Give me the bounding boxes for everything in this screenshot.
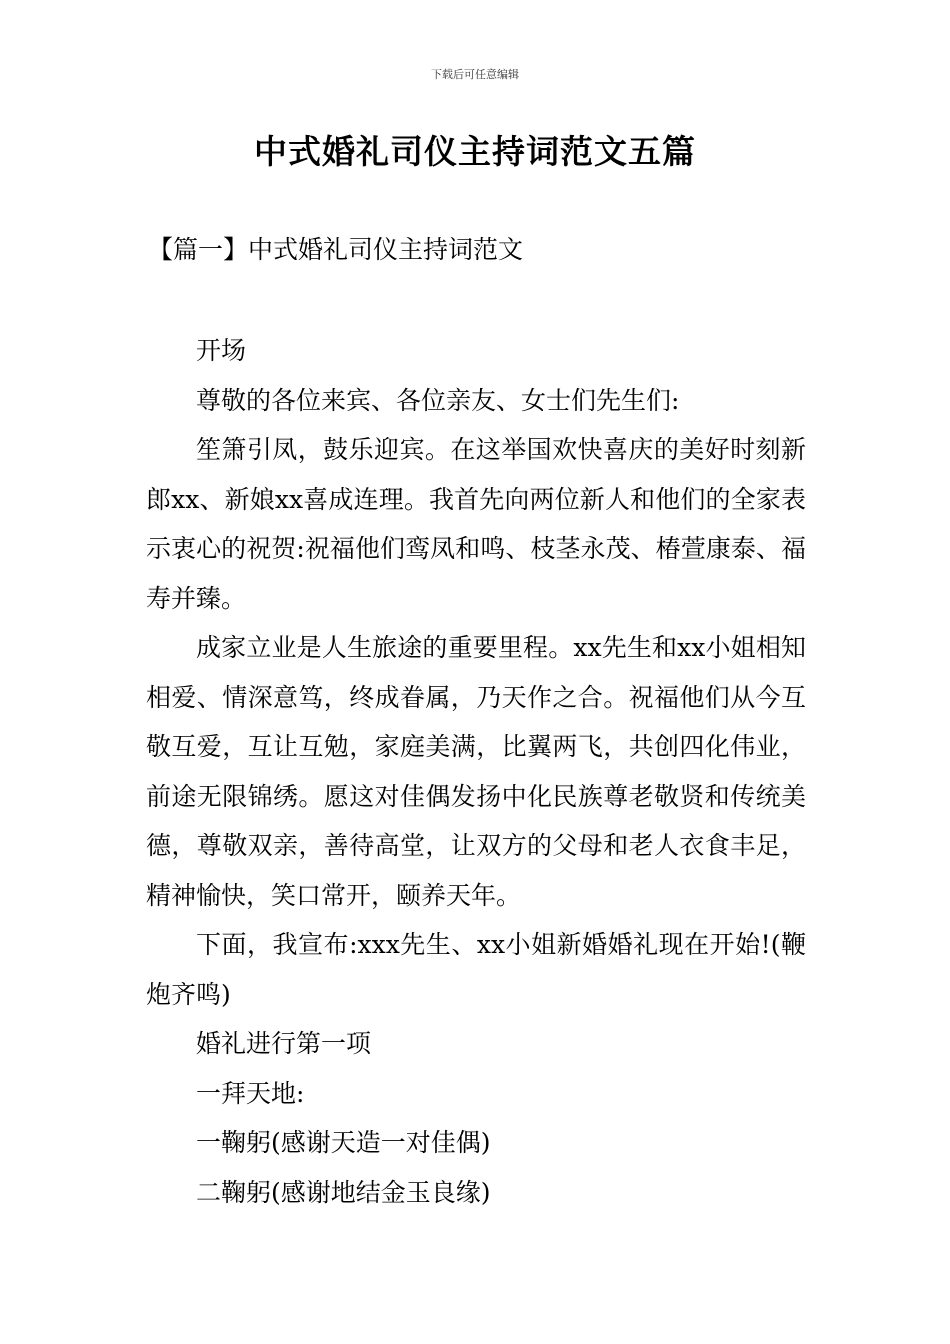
paragraph-greeting: 尊敬的各位来宾、各位亲友、女士们先生们: [196,385,680,415]
paragraph: 二鞠躬(感谢地结金玉良缘) [196,1177,491,1207]
page-header-note: 下载后可任意编辑 [431,68,519,81]
paragraph: 笙箫引凤，鼓乐迎宾。在这举国欢快喜庆的美好时刻新郎xx、新娘xx喜成连理。我首先向两位新人和他们的全家表示衷心的祝贺:祝福他们鸾凤和鸣、枝茎永茂、椿萱康泰、福寿并臻。 [146,435,806,613]
document-title: 中式婚礼司仪主持词范文五篇 [254,132,696,171]
section-heading: 【篇一】中式婚礼司仪主持词范文 [148,235,524,264]
paragraph: 一鞠躬(感谢天造一对佳偶) [196,1128,491,1157]
paragraph-opening: 开场 [196,336,247,365]
paragraph: 成家立业是人生旅途的重要里程。xx先生和xx小姐相知相爱、情深意笃，终成眷属，乃天作之合。祝福他们从今互敬互爱，互让互勉，家庭美满，比翼两飞，共创四化伟业，前途无限锦绣。愿这对佳偶发扬中化民族尊老敬贤和传统美德，尊敬双亲，善待高堂，让双方的父母和老人衣食丰足，精神愉快，笑口常开，颐养天年。 [146,633,806,910]
paragraph: 下面，我宣布:xxx先生、xx小姐新婚婚礼现在开始!(鞭炮齐鸣) [146,930,806,1009]
paragraph: 婚礼进行第一项 [196,1029,372,1058]
body-text [146,326,806,1217]
paragraph: 一拜天地: [196,1078,305,1108]
